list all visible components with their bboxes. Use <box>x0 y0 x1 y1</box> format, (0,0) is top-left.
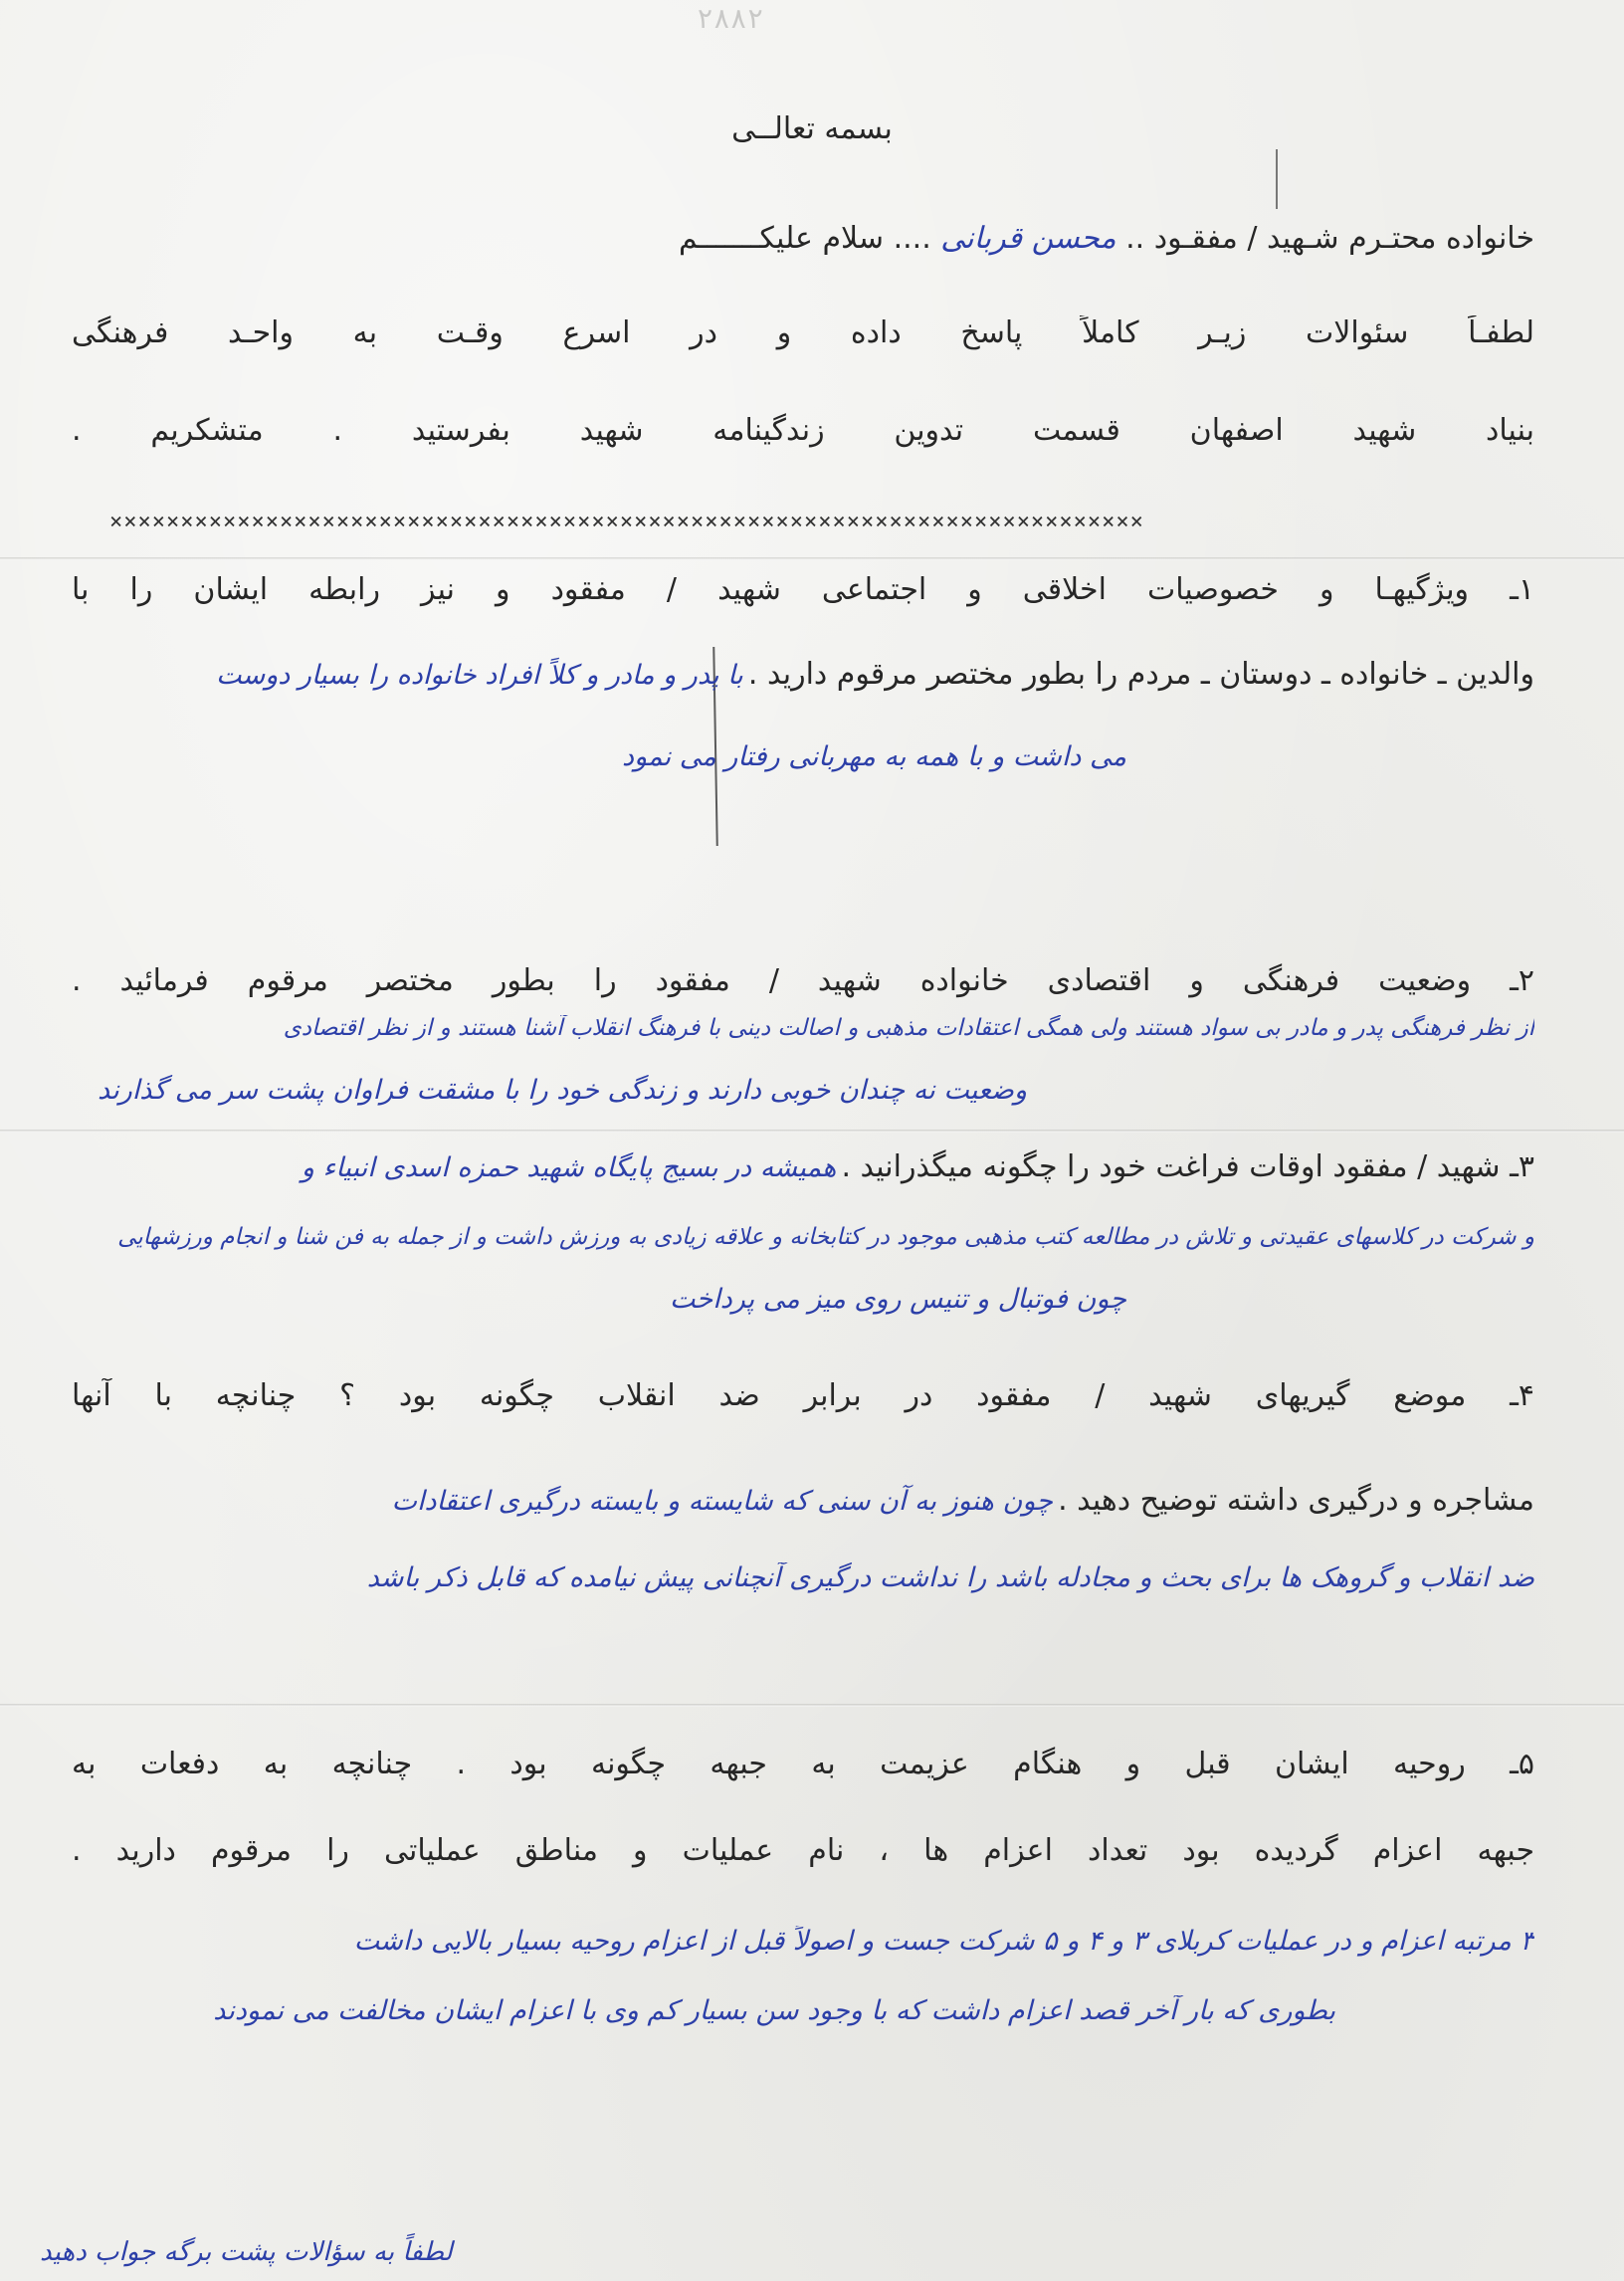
answer-1-inline: با پدر و مادر و کلاً افراد خانواده را بسیار دوست <box>216 660 743 691</box>
answer-4-inline: چون هنوز به آن سنی که شایسته و بایسته درگیری اعتقادات <box>391 1486 1053 1517</box>
intro-line-2: بنیاد شهید اصفهان قسمت تدوین زندگینامه شهید بفرستید . متشکریم . <box>72 413 1534 448</box>
answer-4-line-1: ضد انقلاب و گروهک ها برای بحث و مجادله باشد را نداشت درگیری آنچنانی پیش نیامده که قابل ذکر باشد <box>366 1562 1534 1593</box>
question-2-line-1: ۲ـ وضعیت فرهنگی و اقتصادی خانواده شهید / مفقود را بطور مختصر مرقوم فرمائید . <box>72 963 1534 998</box>
question-4-line-2-row <box>72 1483 1534 1518</box>
question-1-line-2-row <box>72 657 1534 692</box>
question-1-line-1: ۱ـ ویژگیهـا و خصوصیات اخلاقی و اجتماعی شهید / مفقود و نیز رابطه ایشان را با <box>72 572 1534 607</box>
paper-fold <box>0 557 1624 560</box>
greeting-line: خانواده محتـرم شـهید / مفقـود .. محسن قربانی .... سلام علیکـــــــم <box>678 221 1534 256</box>
document-title: بسمه تعالــی <box>731 111 893 146</box>
question-3-row <box>72 1149 1534 1184</box>
question-5-line-1: ۵ـ روحیه ایشان قبل و هنگام عزیمت به جبهه چگونه بود . چنانچه به دفعات به <box>72 1747 1534 1781</box>
greeting-salutation: سلام علیکـــــــم <box>678 221 885 256</box>
answer-2-line-2: وضعیت نه چندان خوبی دارند و زندگی خود را با مشقت فراوان پشت سر می گذارند <box>98 1075 1027 1106</box>
document-number-stamp: ۲۸۸۲ <box>697 2 764 35</box>
answer-3-line-2: چون فوتبال و تنیس روی میز می پرداخت <box>670 1284 1126 1315</box>
separator-line: ××××××××××××××××××××××××××××××××××××××××××××××××××××××××××××××××××××××××× <box>109 510 1144 534</box>
answer-5-line-1: ۳ مرتبه اعزام و در عملیات کربلای ۳ و ۴ و ۵ شرکت جست و اصولاً قبل از اعزام روحیه بسیار بالایی داشت <box>353 1926 1534 1957</box>
answer-2-line-1: از نظر فرهنگی پدر و مادر بی سواد هستند ولی همگی اعتقادات مذهبی و اصالت دینی با فرهنگ انقلاب آشنا هستند و از نظر اقتصادی <box>283 1015 1534 1041</box>
martyr-name: محسن قربانی <box>940 221 1116 256</box>
question-1-line-2: والدین ـ خانواده ـ دوستان ـ مردم را بطور مختصر مرقوم دارید . <box>747 657 1534 692</box>
paper-fold <box>0 1704 1624 1707</box>
greeting-prefix: خانواده محتـرم شـهید / مفقـود <box>1153 221 1534 256</box>
footer-note: لطفاً به سؤالات پشت برگه جواب دهید <box>40 2237 453 2267</box>
paper-fold <box>0 1130 1624 1133</box>
answer-3-line-1: و شرکت در کلاسهای عقیدتی و تلاش در مطالعه کتب مذهبی موجود در کتابخانه و علاقه زیادی به ورزش داشت و از جمله به فن شنا و انجام ورزشهایی <box>117 1224 1534 1250</box>
question-4-line-2: مشاجره و درگیری داشته توضیح دهید . <box>1058 1483 1534 1518</box>
intro-line-1: لطفـاً سئوالات زیـر کاملاً پاسخ داده و در اسرع وقـت به واحـد فرهنگی <box>72 315 1534 350</box>
question-5-line-2: جبهه اعزام گردیده بود تعداد اعزام ها ، نام عملیات و مناطق عملیاتی را مرقوم دارید . <box>72 1833 1534 1868</box>
question-4-line-1: ۴ـ موضع گیریهای شهید / مفقود در برابر ضد انقلاب چگونه بود ؟ چنانچه با آنها <box>72 1378 1534 1413</box>
pen-stroke <box>1276 149 1278 209</box>
answer-1-line-1: می داشت و با همه به مهربانی رفتار می نمود <box>622 741 1126 772</box>
answer-5-line-2: بطوری که بار آخر قصد اعزام داشت که با وجود سن بسیار کم وی با اعزام ایشان مخالفت می نمودند <box>213 1995 1335 2026</box>
question-3-line-1: ۳ـ شهید / مفقود اوقات فراغت خود را چگونه میگذرانید . <box>841 1149 1534 1184</box>
answer-3-inline: همیشه در بسیج پایگاه شهید حمزه اسدی انبیاء و <box>301 1152 837 1183</box>
